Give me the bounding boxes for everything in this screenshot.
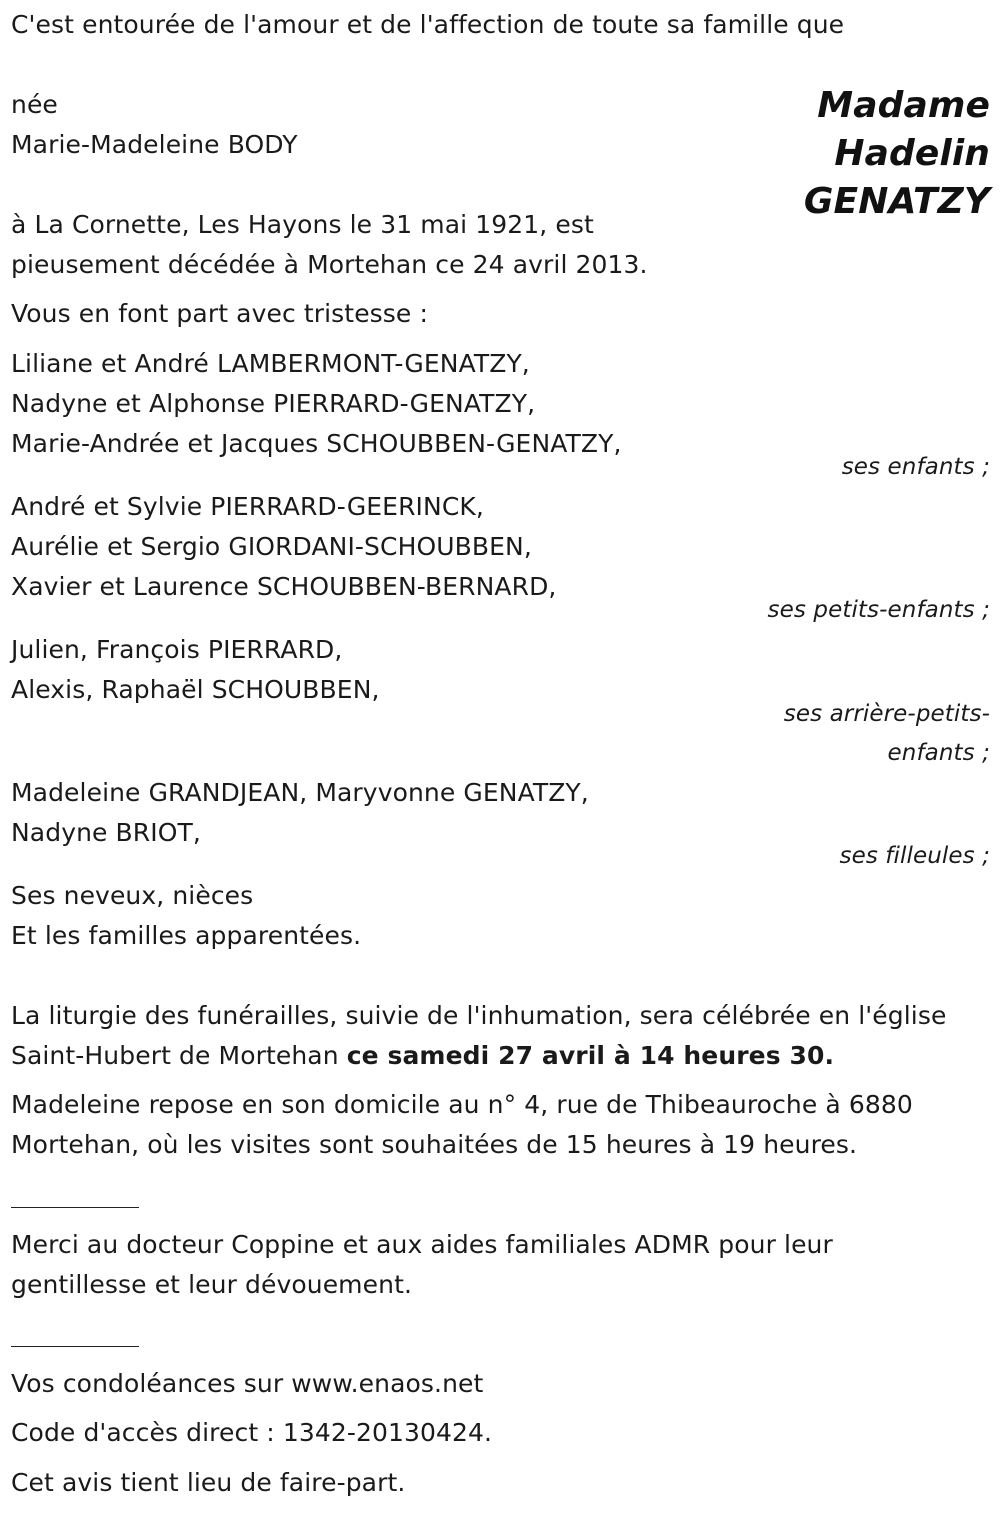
funeral-line-2 — [11, 1036, 834, 1076]
deceased-last-name: GENATZY — [803, 181, 990, 222]
thanks-line: gentillesse et leur dévouement. — [11, 1270, 413, 1299]
intro-text: C'est entourée de l'amour et de l'affection de toute sa famille que — [11, 10, 845, 39]
nee-label: née — [11, 90, 58, 119]
separator-rule — [11, 1207, 139, 1208]
grandchild-name: Xavier et Laurence SCHOUBBEN-BERNARD, — [11, 572, 557, 601]
children-role: ses enfants ; — [841, 454, 990, 480]
access-code-text: Code d'accès direct : 1342-20130424. — [11, 1418, 493, 1447]
others-line: Et les familles apparentées. — [11, 921, 362, 950]
grandchildren-role: ses petits-enfants ; — [767, 597, 990, 623]
maiden-name: Marie-Madeleine BODY — [11, 130, 298, 159]
grandchild-name: Aurélie et Sergio GIORDANI-SCHOUBBEN, — [11, 532, 532, 561]
announce-text: Vous en font part avec tristesse : — [11, 299, 428, 328]
child-name: Nadyne et Alphonse PIERRARD-GENATZY, — [11, 389, 536, 418]
others-line: Ses neveux, nièces — [11, 881, 254, 910]
goddaughter-name: Madeleine GRANDJEAN, Maryvonne GENATZY, — [11, 778, 589, 807]
funeral-line: La liturgie des funérailles, suivie de l'inhumation, sera célébrée en l'église — [11, 1001, 947, 1030]
condolences-text: Vos condoléances sur www.enaos.net — [11, 1369, 484, 1398]
child-name: Liliane et André LAMBERMONT-GENATZY, — [11, 349, 530, 378]
visitation-line: Madeleine repose en son domicile au n° 4, rue de Thibeauroche à 6880 — [11, 1090, 913, 1119]
deceased-first-name: Hadelin — [834, 133, 990, 174]
funeral-datetime: ce samedi 27 avril à 14 heures 30. — [346, 1041, 835, 1070]
goddaughters-role: ses filleules ; — [839, 843, 990, 869]
great-grandchildren-role-line2: enfants ; — [887, 740, 990, 766]
goddaughter-name: Nadyne BRIOT, — [11, 818, 201, 847]
great-grandchild-name: Julien, François PIERRARD, — [11, 635, 343, 664]
visitation-line: Mortehan, où les visites sont souhaitées de 15 heures à 19 heures. — [11, 1130, 858, 1159]
thanks-line: Merci au docteur Coppine et aux aides familiales ADMR pour leur — [11, 1230, 833, 1259]
closing-text: Cet avis tient lieu de faire-part. — [11, 1468, 406, 1497]
great-grandchildren-role-line1: ses arrière-petits- — [783, 701, 990, 727]
grandchild-name: André et Sylvie PIERRARD-GEERINCK, — [11, 492, 484, 521]
funeral-location: Saint-Hubert de Mortehan — [11, 1041, 347, 1070]
birth-death-line: pieusement décédée à Mortehan ce 24 avril 2013. — [11, 250, 648, 279]
deceased-title: Madame — [817, 85, 990, 126]
separator-rule — [11, 1346, 139, 1347]
child-name: Marie-Andrée et Jacques SCHOUBBEN-GENATZY, — [11, 429, 622, 458]
great-grandchild-name: Alexis, Raphaël SCHOUBBEN, — [11, 675, 380, 704]
deceased-name — [804, 82, 990, 226]
birth-death-line: à La Cornette, Les Hayons le 31 mai 1921, est — [11, 210, 594, 239]
